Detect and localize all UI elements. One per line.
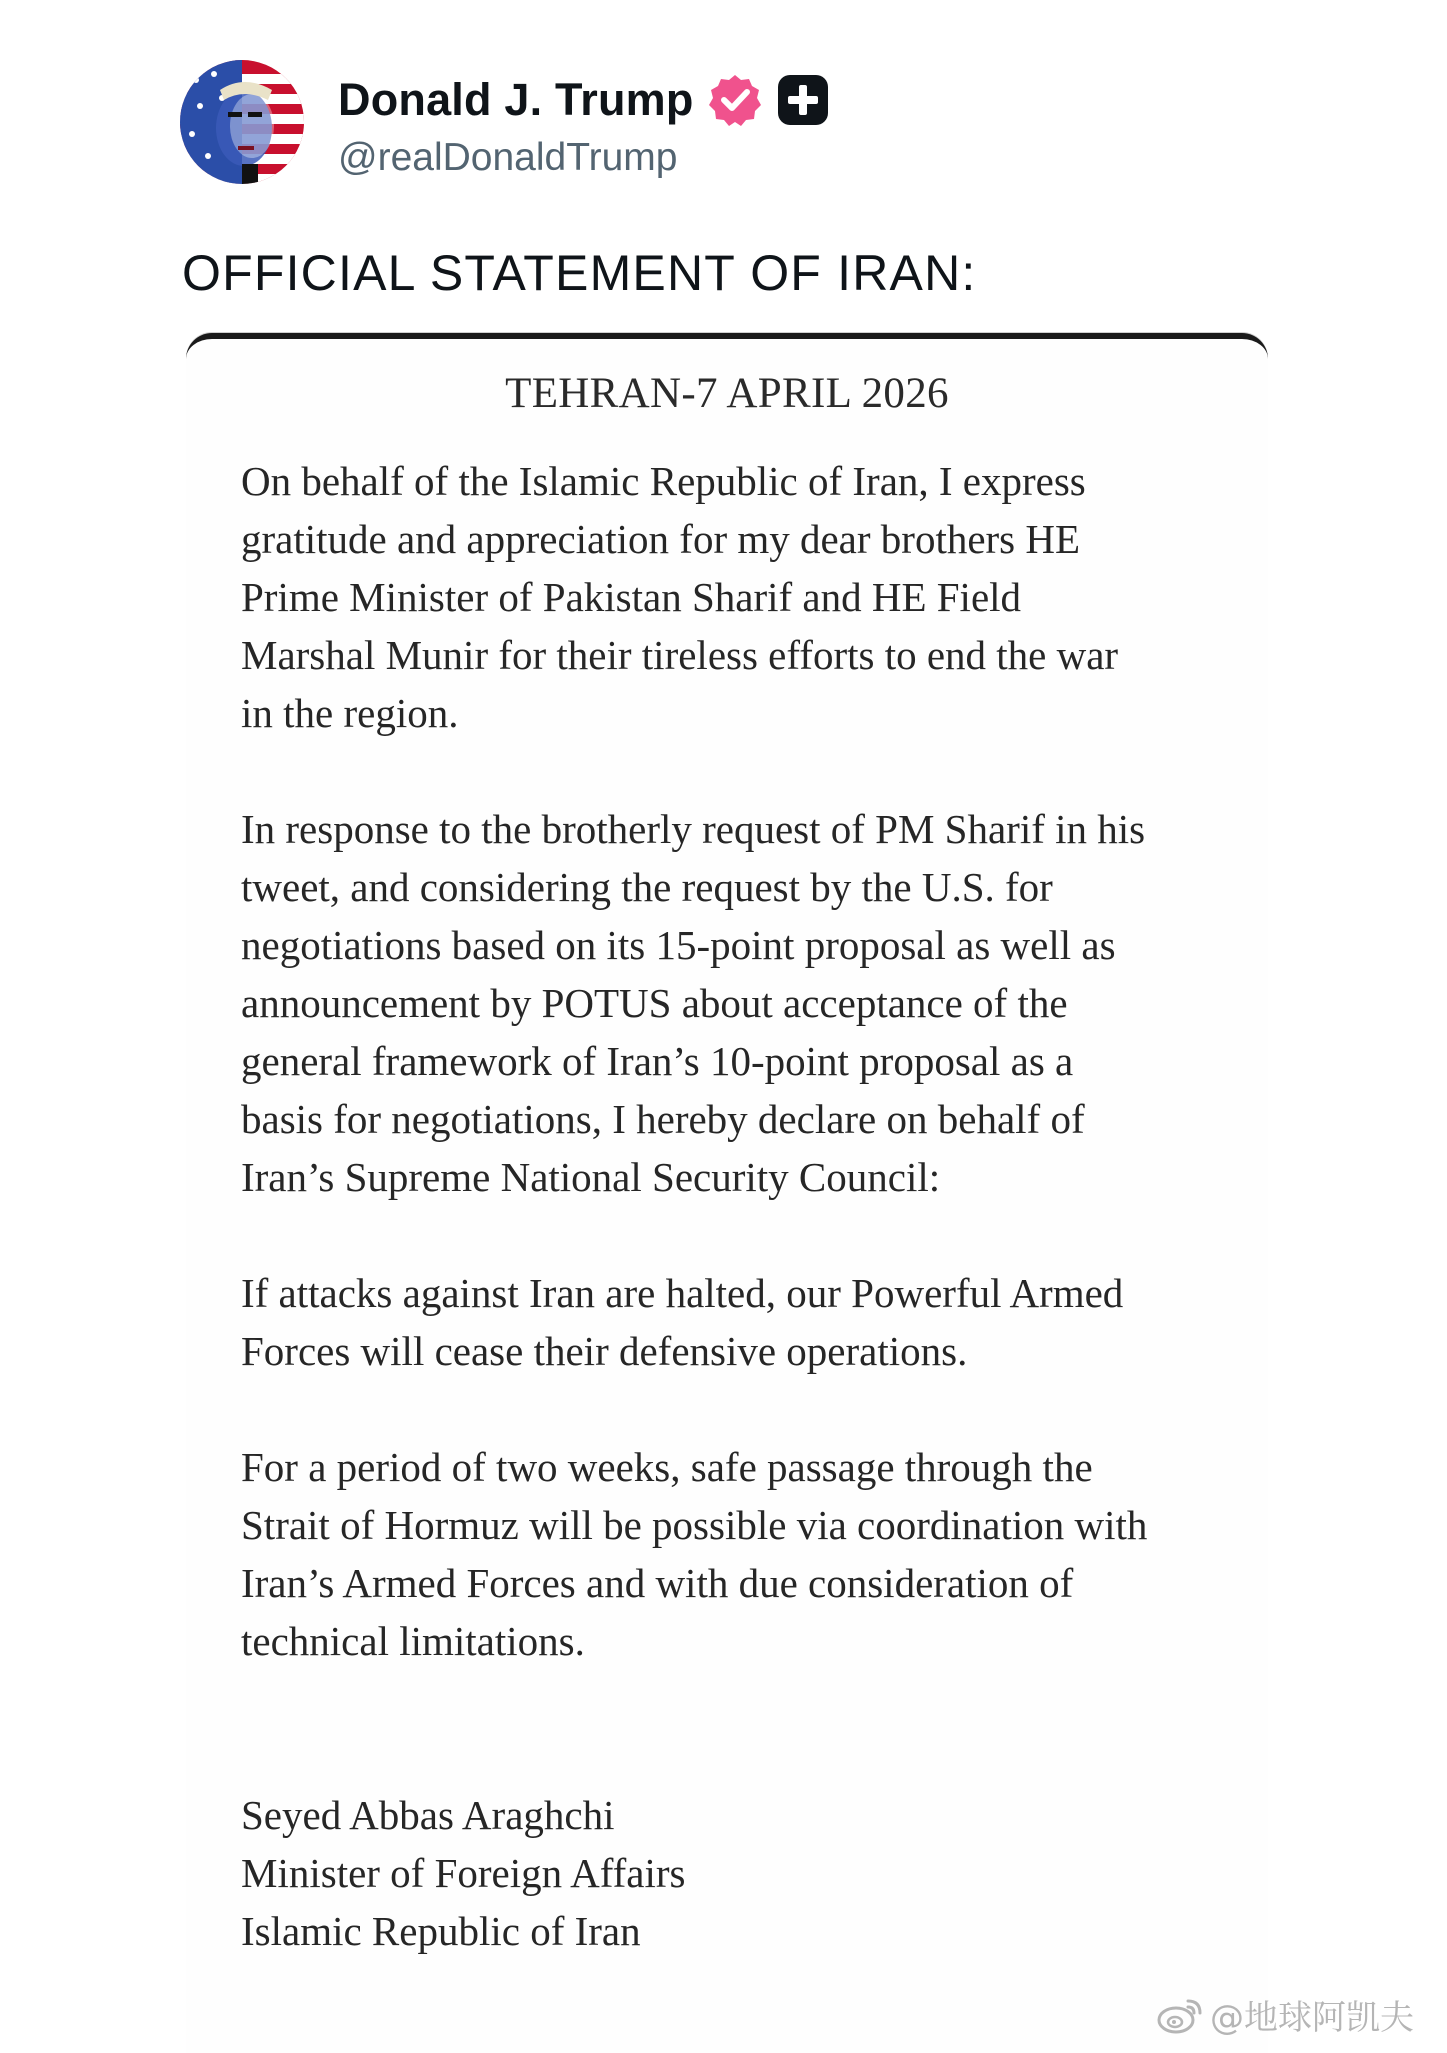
document-line: Strait of Hormuz will be possible via coordination with (241, 1502, 1148, 1548)
author-name-row (338, 70, 830, 130)
watermark-text: @地球阿凯夫 (1210, 1998, 1414, 2038)
document-line: In response to the brotherly request of PM Sharif in his (241, 806, 1146, 852)
author-name[interactable]: Donald J. Trump (338, 74, 694, 125)
paragraph-3 (241, 1264, 1261, 1380)
document-line: Marshal Munir for their tireless efforts to end the war (241, 632, 1119, 678)
signature-gap (241, 1670, 1261, 1786)
document-dateline: TEHRAN-7 APRIL 2026 (505, 370, 949, 417)
signature-block (241, 1786, 1261, 1960)
plus-square-icon[interactable] (776, 73, 830, 127)
paragraph-gap (241, 742, 1261, 800)
document-line: general framework of Iran’s 10-point proposal as a (241, 1038, 1074, 1084)
document-line: Iran’s Supreme National Security Council: (241, 1154, 941, 1200)
document-line: For a period of two weeks, safe passage through the (241, 1444, 1093, 1490)
paragraph-1 (241, 452, 1261, 742)
document-line: negotiations based on its 15-point proposal as well as (241, 922, 1116, 968)
avatar[interactable] (180, 60, 304, 184)
paragraph-4 (241, 1438, 1261, 1670)
document-line: basis for negotiations, I hereby declare on behalf of (241, 1096, 1085, 1142)
paragraph-gap (241, 1380, 1261, 1438)
document-line: Iran’s Armed Forces and with due consideration of (241, 1560, 1074, 1606)
paragraph-2 (241, 800, 1261, 1206)
document-line: gratitude and appreciation for my dear brothers HE (241, 516, 1081, 562)
document-line: Prime Minister of Pakistan Sharif and HE Field (241, 574, 1022, 620)
document-line: Forces will cease their defensive operations. (241, 1328, 968, 1374)
post-text: OFFICIAL STATEMENT OF IRAN: (182, 245, 977, 301)
avatar-flag-portrait-icon (180, 60, 304, 184)
statement-document[interactable] (186, 333, 1268, 2053)
author-handle[interactable]: @realDonaldTrump (338, 136, 678, 179)
signature-title: Minister of Foreign Affairs (241, 1850, 686, 1896)
paragraph-gap (241, 1206, 1261, 1264)
watermark (1156, 1990, 1414, 2039)
signature-country: Islamic Republic of Iran (241, 1908, 641, 1954)
document-line: announcement by POTUS about acceptance of the (241, 980, 1068, 1026)
document-line: technical limitations. (241, 1618, 585, 1664)
document-line: If attacks against Iran are halted, our Powerful Armed (241, 1270, 1124, 1316)
weibo-icon (1156, 1995, 1204, 2035)
verified-badge-icon (708, 73, 762, 127)
signature-name: Seyed Abbas Araghchi (241, 1792, 615, 1838)
document-body (241, 452, 1261, 1960)
document-line: tweet, and considering the request by the U.S. for (241, 864, 1053, 910)
document-line: On behalf of the Islamic Republic of Iran, I express (241, 458, 1086, 504)
document-line: in the region. (241, 690, 459, 736)
post-header (180, 60, 1280, 190)
